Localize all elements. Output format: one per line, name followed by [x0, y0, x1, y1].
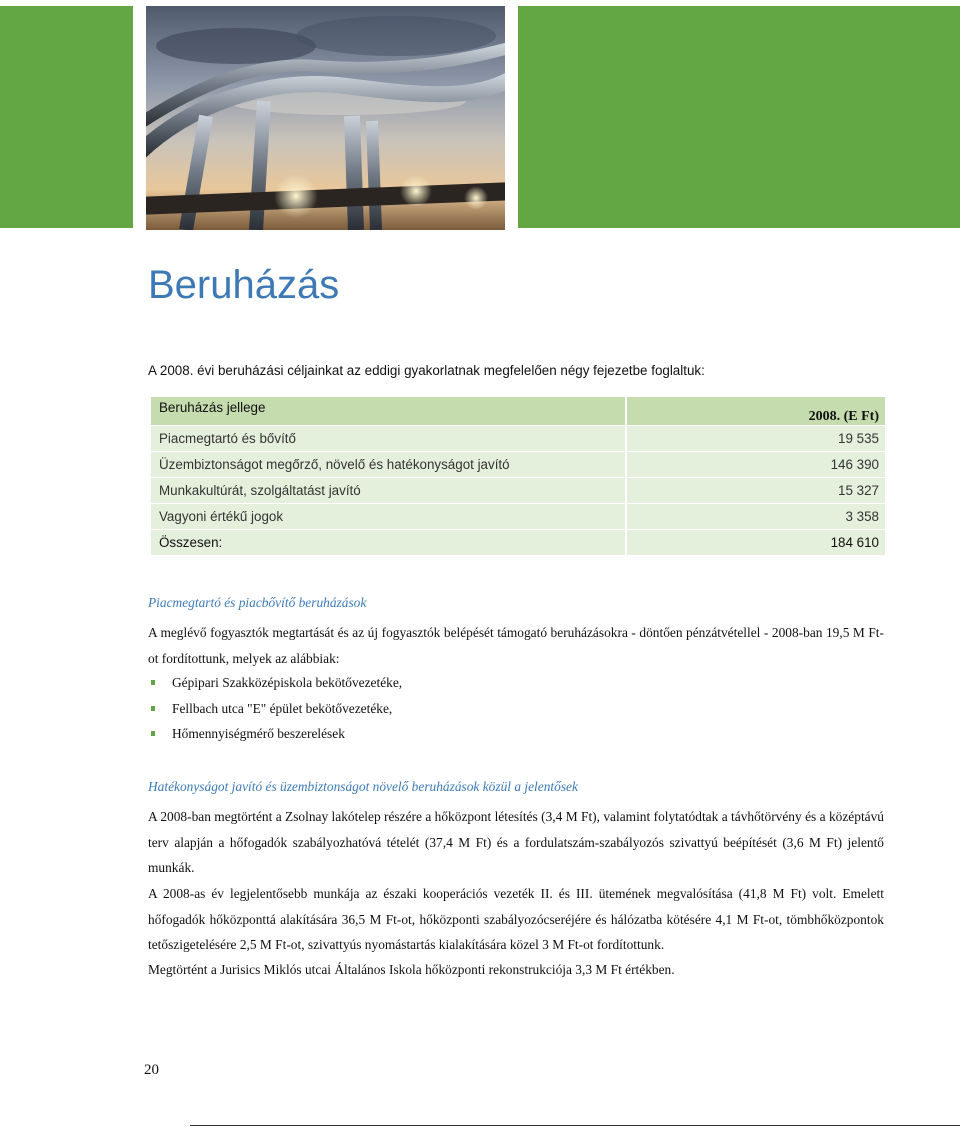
section-heading-efficiency: Hatékonyságot javító és üzembiztonságot növelő beruházások közül a jelentősek — [148, 779, 578, 794]
table-row — [151, 504, 885, 529]
table-header-value: 2008. (E Ft) — [625, 397, 885, 425]
table-row — [151, 478, 885, 503]
section-heading-market: Piacmegtartó és piacbővítő beruházások — [148, 595, 367, 610]
bullet-icon — [151, 731, 155, 736]
investment-table — [151, 396, 885, 556]
table-header-label: Beruházás jellege — [151, 397, 625, 425]
table-row-label: Vagyoni értékű jogok — [151, 504, 625, 529]
list-item — [148, 721, 402, 747]
list-item — [148, 670, 402, 696]
section-paragraph: A meglévő fogyasztók megtartását és az új fogyasztók belépését támogató beruházásokra - döntően pénzátvétellel - 2008-ban 19,5 M Ft-ot fordítottunk, melyek az alábbiak: — [148, 625, 884, 666]
list-item-text: Hőmennyiségmérő beszerelések — [172, 726, 345, 742]
list-item-text: Fellbach utca "E" épület bekötővezetéke, — [172, 700, 393, 716]
table-row-label: Piacmegtartó és bővítő — [151, 426, 625, 451]
section-paragraph: A 2008-ban megtörtént a Zsolnay lakótelep részére a hőközpont létesítés (3,4 M Ft), valamint folytatódtak a távhőtörvény és a középtávú terv alapján a hőfogadók szabályozhatóvá tételét (37,4 M Ft) és a fordulatszám-szabályozós szivattyú beépítését (3,6 M Ft) jelentő munkák. — [148, 809, 884, 876]
table-row-label: Üzembiztonságot megőrző, növelő és hatékonyságot javító — [151, 452, 625, 477]
table-row-label: Munkakultúrát, szolgáltatást javító — [151, 478, 625, 503]
page-number: 20 — [144, 1062, 159, 1078]
list-item — [148, 696, 402, 722]
table-row — [151, 452, 885, 477]
list-item-text: Gépipari Szakközépiskola bekötővezetéke, — [172, 675, 403, 690]
bullet-icon — [151, 680, 155, 685]
table-total-value: 184 610 — [625, 530, 885, 555]
table-row-value: 19 535 — [625, 426, 885, 451]
section-paragraph: A 2008-as év legjelentősebb munkája az északi kooperációs vezeték II. és III. ütemének megvalósítása (41,8 M Ft) volt. Emelett hőfogadók hőközponttá alakítására 36,5 M Ft-ot, hőközponti szabályozócseréjére és hálózatba kötésére 4,1 M Ft-ot, tömbhőközpontok tetőszigetelésére 2,5 M Ft-ot, szivattyús nyomástartás kialakítására közel 3 M Ft-ot fordítottunk. — [148, 886, 884, 953]
table-row-value: 3 358 — [625, 504, 885, 529]
table-header-row — [151, 397, 885, 425]
table-total-row — [151, 530, 885, 555]
page-title: Beruházás — [148, 263, 340, 307]
section-paragraph: Megtörtént a Jurisics Miklós utcai Általános Iskola hőközponti rekonstrukciója 3,3 M Ft értékben. — [148, 962, 675, 977]
decorative-green-block-left — [0, 6, 133, 228]
table-total-label: Összesen: — [151, 530, 625, 555]
bullet-list — [148, 670, 402, 747]
footer-divider — [190, 1125, 960, 1126]
table-row-value: 15 327 — [625, 478, 885, 503]
table-row — [151, 426, 885, 451]
intro-text: A 2008. évi beruházási céljainkat az eddigi gyakorlatnak megfelelően négy fejezetbe foglaltuk: — [148, 363, 705, 378]
pipeline-photo — [146, 6, 505, 230]
table-row-value: 146 390 — [625, 452, 885, 477]
decorative-green-block-right — [518, 6, 960, 228]
bullet-icon — [151, 706, 155, 711]
